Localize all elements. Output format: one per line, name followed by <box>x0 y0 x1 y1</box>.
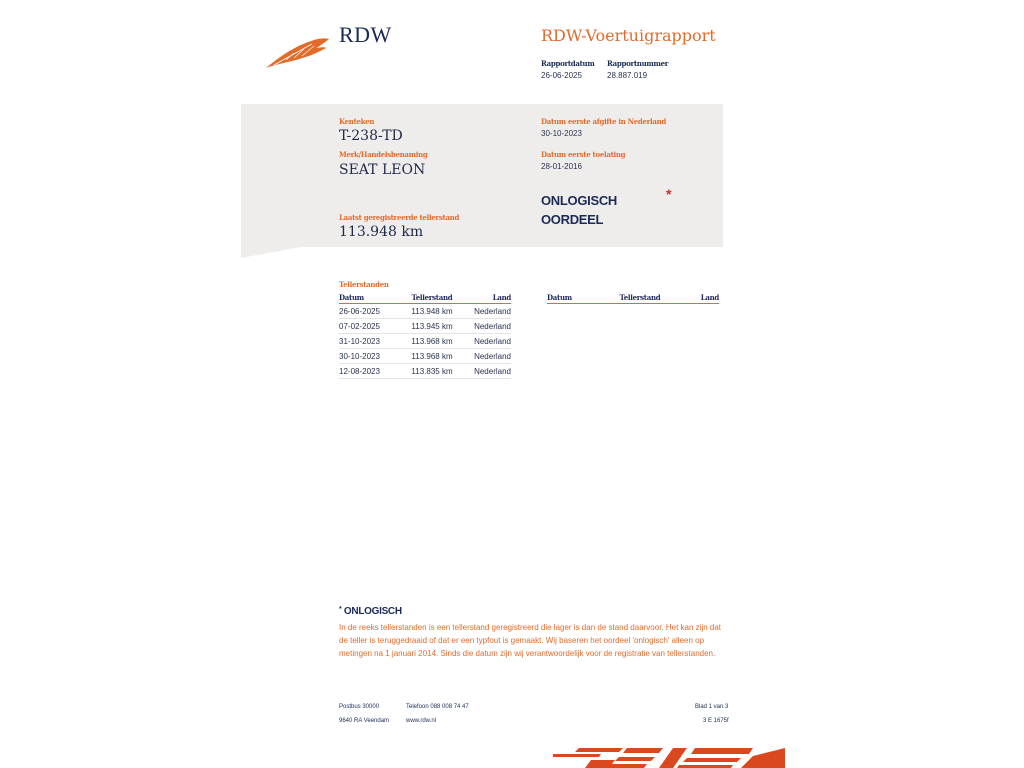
rapportdatum-value: 26-06-2025 <box>541 71 582 80</box>
col-km-header: Tellerstand <box>401 292 463 304</box>
afgifte-value: 30-10-2023 <box>541 129 582 138</box>
table-header-row <box>339 292 511 304</box>
table-row <box>339 319 511 334</box>
footer-website: www.rdw.nl <box>406 718 437 724</box>
table-row <box>339 334 511 349</box>
row-km: 113.968 km <box>401 349 463 364</box>
col-land-header: Land <box>671 292 719 304</box>
footnote-text: In de reeks tellerstanden is een tellerstand geregistreerd die lager is dan de stand daarvoor. Het kan zijn dat de teller is teruggedraaid of dat er een typfout is gemaakt. Wij baseren het oordeel 'onlogisch' alleen op metingen na 1 januari 2014. Sinds die datum zijn wij verantwoordelijk voor de registratie van tellerstanden. <box>339 623 722 658</box>
toelating-value: 28-01-2016 <box>541 162 582 171</box>
row-date: 07-02-2025 <box>339 319 401 334</box>
teller-label: Laatst geregistreerde tellerstand <box>339 213 460 222</box>
row-km: 113.835 km <box>401 364 463 379</box>
toelating-label: Datum eerste toelating <box>541 150 626 159</box>
row-land: Nederland <box>463 349 511 364</box>
row-date: 31-10-2023 <box>339 334 401 349</box>
row-km: 113.968 km <box>401 334 463 349</box>
footer-phone: Telefoon 088 008 74 47 <box>406 704 469 710</box>
rapportnummer-value: 28.887.019 <box>607 71 648 80</box>
table-row <box>339 364 511 379</box>
table-row <box>339 349 511 364</box>
row-land: Nederland <box>463 334 511 349</box>
row-km: 113.945 km <box>401 319 463 334</box>
rapportdatum <box>541 59 594 80</box>
footer-address-line2: 9640 RA Veendam <box>339 718 390 724</box>
rdw-feather-logo-icon <box>264 34 330 70</box>
row-date: 12-08-2023 <box>339 364 401 379</box>
row-land: Nederland <box>463 364 511 379</box>
verdict-text: ONLOGISCH OORDEEL <box>541 193 618 227</box>
vehicle-panel-tail <box>241 247 301 258</box>
col-date-header: Datum <box>547 292 609 304</box>
rapportnummer-label: Rapportnummer <box>607 59 669 68</box>
tellerstanden-title: Tellerstanden <box>339 280 389 289</box>
odometer-table-right <box>547 292 719 304</box>
verdict-star-icon: * <box>666 186 672 202</box>
col-date-header: Datum <box>339 292 401 304</box>
afgifte-label: Datum eerste afgifte in Nederland <box>541 117 667 126</box>
row-land: Nederland <box>463 304 511 319</box>
kenteken-value: T-238-TD <box>339 128 403 144</box>
footer-address-line1: Postbus 30000 <box>339 704 380 710</box>
teller-value: 113.948 km <box>339 224 424 240</box>
row-km: 113.948 km <box>401 304 463 319</box>
table-header-row <box>547 292 719 304</box>
col-km-header: Tellerstand <box>609 292 671 304</box>
footer-code: 3 E 1675f <box>703 718 729 724</box>
rdw-stripe-logo-icon <box>553 746 785 768</box>
footer-page-number: Blad 1 van 3 <box>695 704 729 710</box>
row-date: 30-10-2023 <box>339 349 401 364</box>
row-land: Nederland <box>463 319 511 334</box>
kenteken-label: Kenteken <box>339 117 375 126</box>
odometer-table-left <box>339 292 511 379</box>
col-land-header: Land <box>463 292 511 304</box>
row-date: 26-06-2025 <box>339 304 401 319</box>
footnote-star-icon: * <box>339 606 342 613</box>
brand-name: RDW <box>339 22 392 47</box>
footnote-title <box>339 606 402 617</box>
report-title: RDW-Voertuigrapport <box>541 26 716 45</box>
rapportdatum-label: Rapportdatum <box>541 59 595 68</box>
footnote-title-text: ONLOGISCH <box>343 606 402 617</box>
table-row <box>339 304 511 319</box>
rapportnummer <box>607 59 668 80</box>
merk-value: SEAT LEON <box>339 162 426 178</box>
merk-label: Merk/Handelsbenaming <box>339 150 428 159</box>
